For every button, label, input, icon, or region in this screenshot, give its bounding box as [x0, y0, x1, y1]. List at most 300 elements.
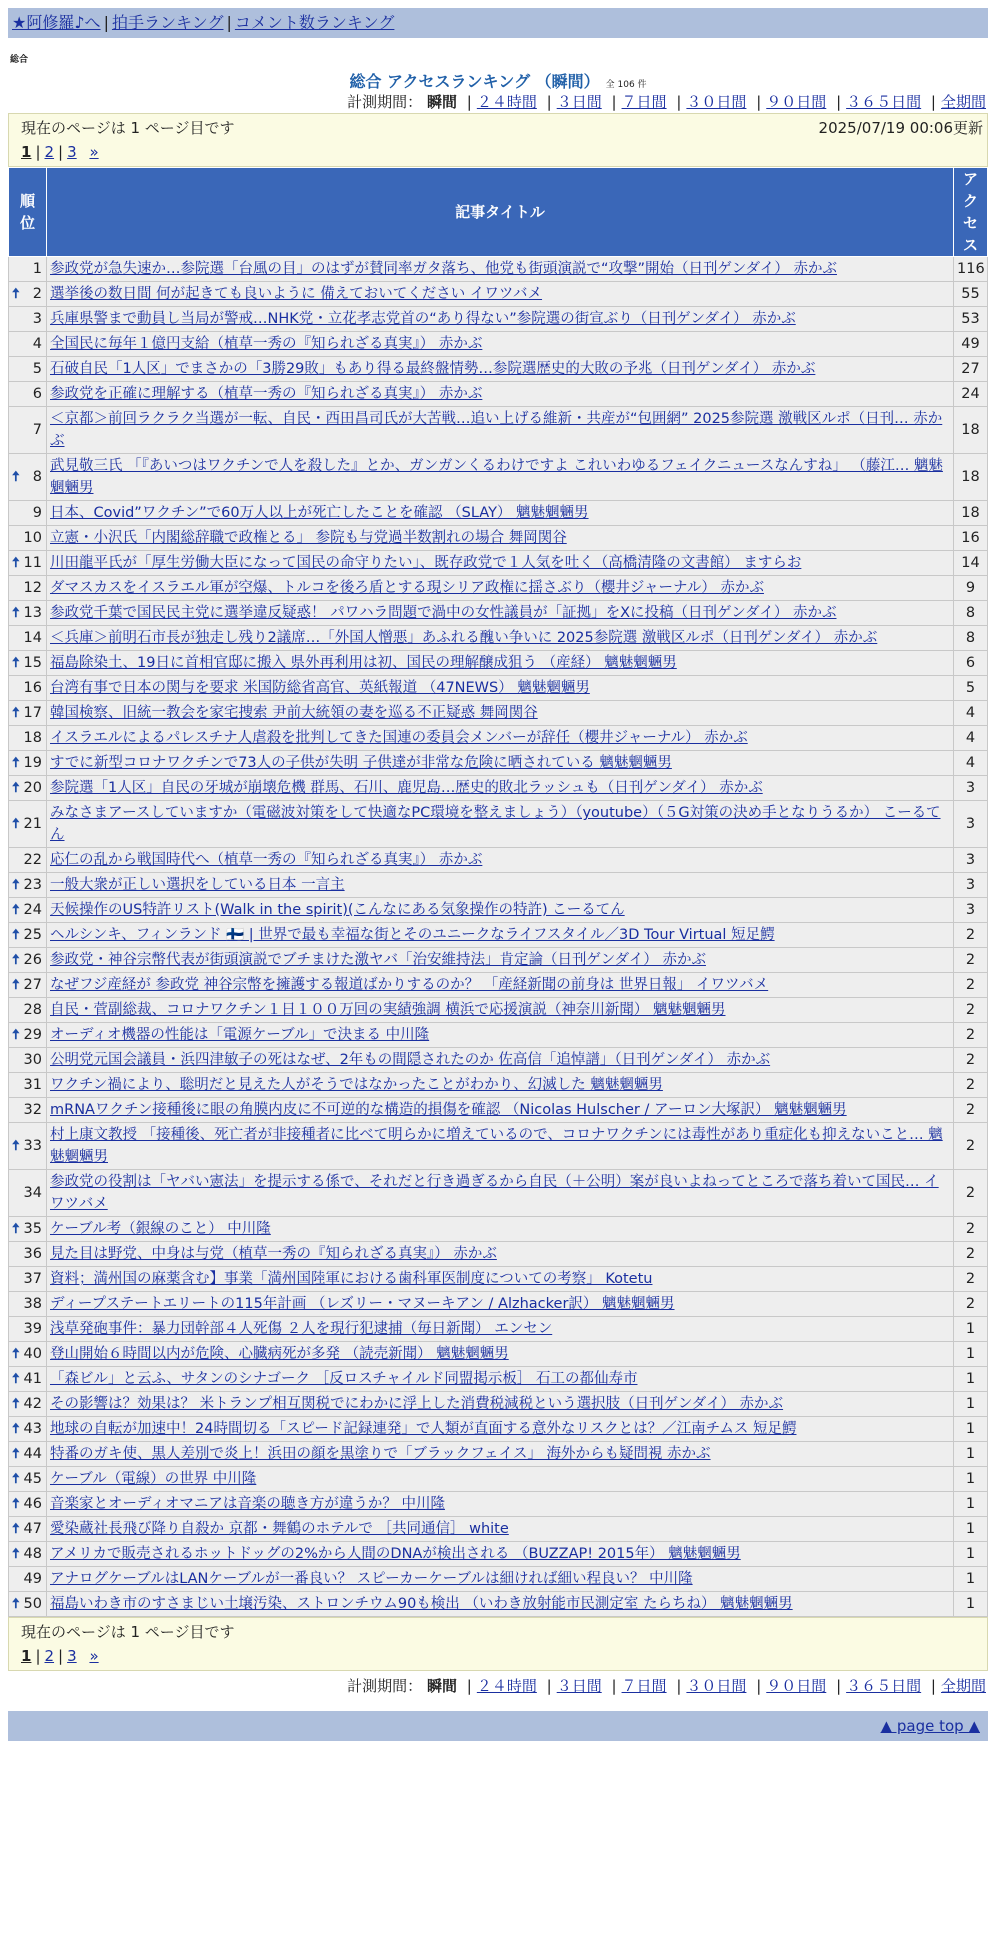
access-count: 2 [954, 1292, 988, 1317]
rank-cell [9, 848, 47, 873]
article-title-link[interactable]: 特番のガキ使、黒人差別で炎上！浜田の顔を黒塗りで「ブラックフェイス」 海外からも疑問視 赤かぶ [50, 1446, 711, 1462]
table-row [9, 526, 988, 551]
article-title-link[interactable]: すでに新型コロナワクチンで73人の子供が失明 子供達が非常な危険に晒されている 魑魅魍魎男 [50, 755, 672, 771]
table-row [9, 407, 988, 454]
table-row [9, 873, 988, 898]
rank-number: 8 [32, 469, 42, 485]
article-title-link[interactable]: ケーブル考（銀線のこと） 中川隆 [50, 1221, 271, 1237]
title-cell [47, 257, 954, 282]
rank-up-arrow-icon: 🠅 [12, 705, 20, 721]
access-count: 1 [954, 1417, 988, 1442]
table-row [9, 1242, 988, 1267]
rank-cell [9, 676, 47, 701]
nav-link-comment-ranking[interactable]: コメント数ランキング [234, 13, 395, 32]
access-count: 1 [954, 1567, 988, 1592]
period-365d[interactable]: ３６５日間 [846, 1677, 922, 1695]
rank-number: 29 [23, 1027, 42, 1043]
access-count: 2 [954, 1098, 988, 1123]
period-3d[interactable]: ３日間 [556, 1677, 602, 1695]
title-cell [47, 1098, 954, 1123]
table-row [9, 307, 988, 332]
rank-number: 32 [23, 1102, 42, 1118]
article-title-link[interactable]: ディープステートエリートの115年計画 （レズリー・マヌーキアン / Alzhacker訳） 魑魅魍魎男 [50, 1296, 675, 1312]
title-cell [47, 1242, 954, 1267]
article-title-link[interactable]: 福島除染土、19日に首相官邸に搬入 県外再利用は初、国民の理解醸成狙う （産経） 魑魅魍魎男 [50, 655, 677, 671]
rank-number: 44 [23, 1446, 42, 1462]
article-title-link[interactable]: 川田龍平氏が「厚生労働大臣になって国民の命守りたい」、既存政党で１人気を吐く（高橋清隆の文書館） ますらお [50, 555, 802, 571]
table-row [9, 726, 988, 751]
article-title-link[interactable]: 「森ビル」と云ふ、サタンのシナゴーク ［反ロスチャイルド同盟掲示板］ 石工の都仙寿市 [50, 1371, 638, 1387]
access-count: 2 [954, 923, 988, 948]
pagination: 1 | 2 | 3 » [21, 143, 99, 161]
article-title-link[interactable]: 愛染蔵社長飛び降り自殺か 京都・舞鶴のホテルで ［共同通信］ white [50, 1521, 509, 1537]
table-row [9, 601, 988, 626]
rank-number: 25 [23, 927, 42, 943]
access-count: 55 [954, 282, 988, 307]
table-row [9, 282, 988, 307]
article-title-link[interactable]: ＜京都＞前回ラクラク当選が一転、自民・西田昌司氏が大苦戦…追い上げる維新・共産が“包囲網” 2025参院選 激戦区ルポ（日刊… 赤かぶ [50, 411, 943, 449]
period-24h[interactable]: ２４時間 [476, 93, 537, 111]
rank-up-arrow-icon: 🠅 [12, 1446, 20, 1462]
table-row [9, 1542, 988, 1567]
rank-cell [9, 257, 47, 282]
rank-number: 22 [23, 852, 42, 868]
article-title-link[interactable]: 選挙後の数日間 何が起きても良いように 備えておいてください イワツバメ [50, 286, 543, 302]
table-row [9, 454, 988, 501]
rank-cell [9, 1123, 47, 1170]
rank-cell [9, 873, 47, 898]
access-count: 5 [954, 676, 988, 701]
access-count: 2 [954, 998, 988, 1023]
article-title-link[interactable]: 音楽家とオーディオマニアは音楽の聴き方が違うか？ 中川隆 [50, 1496, 445, 1512]
title-cell [47, 1342, 954, 1367]
article-title-link[interactable]: 登山開始６時間以内が危険、心臓病死が多発 （読売新聞） 魑魅魍魎男 [50, 1346, 509, 1362]
rank-number: 36 [23, 1246, 42, 1262]
title-cell [47, 1367, 954, 1392]
article-title-link[interactable]: 韓国検察、旧統一教会を家宅捜索 尹前大統領の妻を巡る不正疑惑 舞岡関谷 [50, 705, 538, 721]
rank-number: 23 [23, 877, 42, 893]
rank-number: 1 [32, 261, 42, 277]
article-title-link[interactable]: 一般大衆が正しい選択をしている日本 一言主 [50, 877, 345, 893]
bottom-bar [8, 1711, 988, 1741]
article-title-link[interactable]: 浅草発砲事件：暴力団幹部４人死傷 ２人を現行犯逮捕（毎日新聞） エンセン [50, 1321, 553, 1337]
access-count: 2 [954, 1242, 988, 1267]
article-title-link[interactable]: ダマスカスをイスラエル軍が空爆、トルコを後ろ盾とする現シリア政権に揺さぶり（櫻井ジャーナル） 赤かぶ [50, 580, 764, 596]
rank-number: 19 [23, 755, 42, 771]
article-title-link[interactable]: 石破自民「1人区」でまさかの「3勝29敗」もあり得る最終盤情勢…参院選歴史的大敗の予兆（日刊ゲンダイ） 赤かぶ [50, 361, 816, 377]
article-title-link[interactable]: なぜフジ産経が 参政党 神谷宗幣を擁護する報道ばかりするのか？ 「産経新聞の前身は 世界日報」 イワツバメ [50, 977, 769, 993]
page-3-link[interactable]: 3 [67, 143, 77, 161]
rank-number: 2 [32, 286, 42, 302]
rank-number: 5 [32, 361, 42, 377]
title-cell [47, 1592, 954, 1617]
table-row [9, 1317, 988, 1342]
rank-number: 34 [23, 1185, 42, 1201]
title-cell [47, 898, 954, 923]
article-title-link[interactable]: 参政党・神谷宗幣代表が街頭演説でブチまけた激ヤバ「治安維持法」肯定論（日刊ゲンダイ） 赤かぶ [50, 952, 706, 968]
rank-number: 33 [23, 1138, 42, 1154]
period-label: 計測期間： [347, 93, 423, 111]
article-title-link[interactable]: オーディオ機器の性能は「電源ケーブル」で決まる 中川隆 [50, 1027, 430, 1043]
access-count: 3 [954, 801, 988, 848]
access-count: 4 [954, 751, 988, 776]
rank-number: 31 [23, 1077, 42, 1093]
table-row [9, 1492, 988, 1517]
rank-cell [9, 701, 47, 726]
title-cell [47, 1123, 954, 1170]
access-count: 1 [954, 1342, 988, 1367]
article-title-link[interactable]: 福島いわき市のすさまじい土壌汚染、ストロンチウム90も検出 （いわき放射能市民測定室 たらちね） 魑魅魍魎男 [50, 1596, 793, 1612]
period-all[interactable]: 全期間 [940, 1677, 986, 1695]
title-cell [47, 1217, 954, 1242]
article-title-link[interactable]: ワクチン禍により、聡明だと見えた人がそうではなかったことがわかり、幻滅した 魑魅魍魎男 [50, 1077, 663, 1093]
rank-up-arrow-icon: 🠅 [12, 555, 20, 571]
page-3-link[interactable]: 3 [67, 1647, 77, 1665]
rank-cell [9, 1317, 47, 1342]
page-2-link[interactable]: 2 [44, 1647, 55, 1665]
total-count: 全 106 件 [605, 80, 647, 90]
title-cell [47, 848, 954, 873]
access-count: 27 [954, 357, 988, 382]
rank-number: 15 [23, 655, 42, 671]
rank-up-arrow-icon: 🠅 [12, 1421, 20, 1437]
access-count: 1 [954, 1542, 988, 1567]
table-row [9, 751, 988, 776]
period-90d[interactable]: ９０日間 [766, 93, 827, 111]
rank-number: 48 [23, 1546, 42, 1562]
title-cell [47, 526, 954, 551]
rank-up-arrow-icon: 🠅 [12, 952, 20, 968]
table-row [9, 1267, 988, 1292]
table-row [9, 576, 988, 601]
period-24h[interactable]: ２４時間 [476, 1677, 537, 1695]
rank-up-arrow-icon: 🠅 [12, 1027, 20, 1043]
rank-number: 27 [23, 977, 42, 993]
article-title-link[interactable]: みなさまアースしていますか（電磁波対策をして快適なPC環境を整えましょう）（youtube）（５G対策の決め手となりうるか） こーるてん [50, 805, 941, 843]
access-count: 2 [954, 1048, 988, 1073]
rank-up-arrow-icon: 🠅 [12, 927, 20, 943]
rank-cell [9, 551, 47, 576]
table-row [9, 1170, 988, 1217]
article-title-link[interactable]: 公明党元国会議員・浜四津敏子の死はなぜ、2年もの間隠されたのか 佐高信「追悼譜」（日刊ゲンダイ） 赤かぶ [50, 1052, 771, 1068]
header-access: アクセス [954, 168, 988, 257]
rank-up-arrow-icon: 🠅 [12, 1221, 20, 1237]
article-title-link[interactable]: 兵庫県警まで動員し当局が警戒…NHK党・立花孝志党首の“あり得ない”参院選の街宣ぶり（日刊ゲンダイ） 赤かぶ [50, 311, 796, 327]
article-title-link[interactable]: その影響は？効果は？ 米トランプ相互関税でにわかに浮上した消費税減税という選択肢（日刊ゲンダイ） 赤かぶ [50, 1396, 784, 1412]
period-label: 計測期間： [347, 1677, 423, 1695]
table-row [9, 1342, 988, 1367]
period-all[interactable]: 全期間 [940, 93, 986, 111]
pagination-box-top [8, 113, 988, 167]
title-cell [47, 601, 954, 626]
article-title-link[interactable]: 参政党を正確に理解する（植草一秀の『知られざる真実』） 赤かぶ [50, 386, 483, 402]
rank-up-arrow-icon: 🠅 [12, 286, 20, 302]
period-30d[interactable]: ３０日間 [686, 93, 747, 111]
table-row [9, 1073, 988, 1098]
article-title-link[interactable]: 資料；満州国の麻薬含む】事業「満州国陸軍における歯科軍医制度についての考察」 Kotetu [50, 1271, 653, 1287]
access-count: 53 [954, 307, 988, 332]
period-365d[interactable]: ３６５日間 [846, 93, 922, 111]
article-title-link[interactable]: 見た目は野党、中身は与党（植草一秀の『知られざる真実』） 赤かぶ [50, 1246, 497, 1262]
article-title-link[interactable]: mRNAワクチン接種後に眼の角膜内皮に不可逆的な構造的損傷を確認 （Nicolas Hulscher / アーロン大塚訳） 魑魅魍魎男 [50, 1102, 847, 1118]
rank-number: 7 [32, 422, 42, 438]
title-cell [47, 1317, 954, 1342]
article-title-link[interactable]: 参政党千葉で国民民主党に選挙違反疑惑！ パワハラ問題で渦中の女性議員が「証拠」をXに投稿（日刊ゲンダイ） 赤かぶ [50, 605, 837, 621]
rank-cell [9, 973, 47, 998]
title-cell [47, 1048, 954, 1073]
rank-up-arrow-icon: 🠅 [12, 1471, 20, 1487]
title-cell [47, 1517, 954, 1542]
access-count: 1 [954, 1592, 988, 1617]
top-nav [8, 8, 988, 38]
access-count: 18 [954, 407, 988, 454]
rank-up-arrow-icon: 🠅 [12, 1596, 20, 1612]
article-title-link[interactable]: ヘルシンキ、フィンランド 🇫🇮 | 世界で最も幸福な街とそのユニークなライフスタイル／3D Tour Virtual 短足鰐 [50, 927, 775, 943]
rank-up-arrow-icon: 🠅 [12, 655, 20, 671]
article-title-link[interactable]: 参政党の役割は「ヤバい憲法」を提示する係で、それだと行き過ぎるから自民（＋公明）案が良いよねってところで落ち着いて国民… イワツバメ [50, 1174, 939, 1212]
rank-cell [9, 1342, 47, 1367]
title-cell [47, 801, 954, 848]
rank-cell [9, 526, 47, 551]
current-page-text: 現在のページは 1 ページ目です [21, 1623, 235, 1641]
title-cell [47, 1542, 954, 1567]
table-row [9, 676, 988, 701]
rank-number: 45 [23, 1471, 42, 1487]
article-title-link[interactable]: 台湾有事で日本の関与を要求 米国防総省高官、英紙報道 （47NEWS） 魑魅魍魎男 [50, 680, 590, 696]
page-1: 1 [21, 143, 32, 161]
article-title-link[interactable]: ケーブル（電線）の世界 中川隆 [50, 1471, 257, 1487]
rank-number: 28 [23, 1002, 42, 1018]
next-page-link[interactable]: » [89, 143, 99, 161]
article-title-link[interactable]: イスラエルによるパレスチナ人虐殺を批判してきた国連の委員会メンバーが辞任（櫻井ジャーナル） 赤かぶ [50, 730, 748, 746]
table-row [9, 1517, 988, 1542]
title-cell [47, 1170, 954, 1217]
rank-number: 12 [23, 580, 42, 596]
period-7d[interactable]: ７日間 [621, 93, 667, 111]
rank-number: 20 [23, 780, 42, 796]
article-title-link[interactable]: 応仁の乱から戦国時代へ（植草一秀の『知られざる真実』） 赤かぶ [50, 852, 483, 868]
table-row [9, 257, 988, 282]
title-cell [47, 873, 954, 898]
rank-cell [9, 1567, 47, 1592]
article-title-link[interactable]: 地球の自転が加速中！24時間切る「スピード記録連発」で人類が直面する意外なリスクとは？／江南チムス 短足鰐 [50, 1421, 797, 1437]
rank-number: 35 [23, 1221, 42, 1237]
access-count: 18 [954, 454, 988, 501]
rank-number: 17 [23, 705, 42, 721]
title-cell [47, 973, 954, 998]
nav-link-asyura[interactable]: ★阿修羅♪へ [12, 13, 101, 32]
rank-cell [9, 1492, 47, 1517]
title-cell [47, 282, 954, 307]
rank-up-arrow-icon: 🠅 [12, 1396, 20, 1412]
title-cell [47, 676, 954, 701]
access-count: 1 [954, 1392, 988, 1417]
rank-number: 11 [23, 555, 42, 571]
title-cell [47, 1442, 954, 1467]
table-row [9, 1023, 988, 1048]
title-cell [47, 651, 954, 676]
table-row [9, 501, 988, 526]
table-row [9, 1417, 988, 1442]
table-row [9, 923, 988, 948]
nav-separator: | [103, 13, 109, 32]
title-cell [47, 1073, 954, 1098]
rank-cell [9, 1542, 47, 1567]
access-count: 2 [954, 1267, 988, 1292]
title-cell [47, 1267, 954, 1292]
rank-number: 30 [23, 1052, 42, 1068]
access-count: 49 [954, 332, 988, 357]
rank-up-arrow-icon: 🠅 [12, 1138, 20, 1154]
rank-number: 3 [32, 311, 42, 327]
period-30d[interactable]: ３０日間 [686, 1677, 747, 1695]
table-row [9, 651, 988, 676]
rank-cell [9, 454, 47, 501]
table-row [9, 1442, 988, 1467]
rank-number: 4 [32, 336, 42, 352]
rank-cell [9, 1242, 47, 1267]
rank-up-arrow-icon: 🠅 [12, 1496, 20, 1512]
access-count: 116 [954, 257, 988, 282]
access-count: 1 [954, 1442, 988, 1467]
article-title-link[interactable]: 自民・菅副総裁、コロナワクチン１日１００万回の実績強調 横浜で応援演説（神奈川新聞） 魑魅魍魎男 [50, 1002, 726, 1018]
access-count: 2 [954, 1023, 988, 1048]
nav-link-clap-ranking[interactable]: 拍手ランキング [111, 13, 224, 32]
table-row [9, 1367, 988, 1392]
table-row [9, 801, 988, 848]
table-row [9, 332, 988, 357]
rank-cell [9, 307, 47, 332]
title-cell [47, 701, 954, 726]
table-row [9, 357, 988, 382]
rank-cell [9, 1367, 47, 1392]
title-cell [47, 454, 954, 501]
table-row [9, 551, 988, 576]
title-cell [47, 501, 954, 526]
rank-cell [9, 898, 47, 923]
next-page-link[interactable]: » [89, 1647, 99, 1665]
period-selector: 計測期間： 瞬間 | ２４時間 | ３日間 | ７日間 | ３０日間 | ９０日間 | ３６５日間 | 全期間 [347, 93, 986, 111]
rank-up-arrow-icon: 🠅 [12, 877, 20, 893]
rank-cell [9, 1048, 47, 1073]
title-cell [47, 1392, 954, 1417]
access-count: 1 [954, 1467, 988, 1492]
article-title-link[interactable]: ＜兵庫＞前明石市長が独走し残り2議席…「外国人憎悪」あふれる醜い争いに 2025参院選 激戦区ルポ（日刊ゲンダイ） 赤かぶ [50, 630, 878, 646]
article-title-link[interactable]: アメリカで販売されるホットドッグの2%から人間のDNAが検出される （BUZZAP! 2015年） 魑魅魍魎男 [50, 1546, 741, 1562]
article-title-link[interactable]: 参院選「1人区」自民の牙城が崩壊危機 群馬、石川、鹿児島…歴史的敗北ラッシュも（日刊ゲンダイ） 赤かぶ [50, 780, 763, 796]
rank-number: 41 [23, 1371, 42, 1387]
ranking-table [8, 167, 988, 1617]
table-row [9, 848, 988, 873]
access-count: 3 [954, 873, 988, 898]
rank-cell [9, 1267, 47, 1292]
rank-cell [9, 501, 47, 526]
rank-cell [9, 751, 47, 776]
period-3d[interactable]: ３日間 [556, 93, 602, 111]
article-title-link[interactable]: アナログケーブルはLANケーブルが一番良い？ スピーカーケーブルは細ければ細い程良い？ 中川隆 [50, 1571, 693, 1587]
title-cell [47, 357, 954, 382]
table-row [9, 1048, 988, 1073]
table-row [9, 626, 988, 651]
table-row [9, 948, 988, 973]
title-cell [47, 626, 954, 651]
table-row [9, 1098, 988, 1123]
title-cell [47, 751, 954, 776]
article-title-link[interactable]: 立憲・小沢氏「内閣総辞職で政権とる」 参院も与党過半数割れの場合 舞岡関谷 [50, 530, 567, 546]
rank-cell [9, 1417, 47, 1442]
title-cell [47, 1467, 954, 1492]
access-count: 1 [954, 1367, 988, 1392]
rank-up-arrow-icon: 🠅 [12, 605, 20, 621]
access-count: 3 [954, 848, 988, 873]
article-title-link[interactable]: 村上康文教授 「接種後、死亡者が非接種者に比べて明らかに増えているので、コロナワクチンには毒性があり重症化も抑えないこと… 魑魅魍魎男 [50, 1127, 943, 1165]
table-row [9, 898, 988, 923]
article-title-link[interactable]: 天候操作のUS特許リスト(Walk in the spirit)(こんなにある気象操作の特許) こーるてん [50, 902, 625, 918]
rank-cell [9, 801, 47, 848]
rank-number: 47 [23, 1521, 42, 1537]
rank-cell [9, 1392, 47, 1417]
rank-up-arrow-icon: 🠅 [12, 469, 20, 485]
period-90d[interactable]: ９０日間 [766, 1677, 827, 1695]
access-count: 14 [954, 551, 988, 576]
rank-cell [9, 282, 47, 307]
title-cell [47, 776, 954, 801]
table-row [9, 1392, 988, 1417]
rank-up-arrow-icon: 🠅 [12, 755, 20, 771]
article-title-link[interactable]: 全国民に毎年１億円支給（植草一秀の『知られざる真実』） 赤かぶ [50, 336, 483, 352]
title-cell [47, 1292, 954, 1317]
page-top-link[interactable]: ▲ page top ▲ [880, 1717, 980, 1735]
header-title: 記事タイトル [47, 168, 954, 257]
access-count: 1 [954, 1492, 988, 1517]
ranking-body [9, 257, 988, 1617]
page-title: 総合 アクセスランキング （瞬間） [349, 72, 600, 91]
rank-cell [9, 576, 47, 601]
table-row [9, 382, 988, 407]
title-cell [47, 948, 954, 973]
access-count: 2 [954, 1073, 988, 1098]
rank-number: 38 [23, 1296, 42, 1312]
title-cell [47, 923, 954, 948]
rank-up-arrow-icon: 🠅 [12, 1546, 20, 1562]
rank-cell [9, 407, 47, 454]
title-cell [47, 1023, 954, 1048]
rank-cell [9, 998, 47, 1023]
rank-cell [9, 382, 47, 407]
table-row [9, 701, 988, 726]
page-2-link[interactable]: 2 [44, 143, 55, 161]
article-title-link[interactable]: 武見敬三氏 「『あいつはワクチンで人を殺した』とか、ガンガンくるわけですよ これいわゆるフェイクニュースなんすね」 （藤江… 魑魅魍魎男 [50, 458, 943, 496]
access-count: 8 [954, 601, 988, 626]
rank-number: 21 [23, 816, 42, 832]
table-row [9, 776, 988, 801]
rank-number: 6 [32, 386, 42, 402]
period-selector-bottom: 計測期間： 瞬間 | ２４時間 | ３日間 | ７日間 | ３０日間 | ９０日間 | ３６５日間 | 全期間 [347, 1677, 986, 1695]
title-cell [47, 1417, 954, 1442]
rank-up-arrow-icon: 🠅 [12, 1346, 20, 1362]
ranking-heading [8, 69, 988, 91]
article-title-link[interactable]: 参政党が急失速か…参院選「台風の目」のはずが賛同率ガタ落ち、他党も街頭演説で“攻撃”開始（日刊ゲンダイ） 赤かぶ [50, 261, 837, 277]
rank-cell [9, 1217, 47, 1242]
rank-up-arrow-icon: 🠅 [12, 1521, 20, 1537]
rank-number: 37 [23, 1271, 42, 1287]
access-count: 8 [954, 626, 988, 651]
table-row [9, 1292, 988, 1317]
rank-number: 14 [23, 630, 42, 646]
rank-cell [9, 1517, 47, 1542]
article-title-link[interactable]: 日本、Covid”ワクチン”で60万人以上が死亡したことを確認 （SLAY） 魑魅魍魎男 [50, 505, 589, 521]
period-7d[interactable]: ７日間 [621, 1677, 667, 1695]
